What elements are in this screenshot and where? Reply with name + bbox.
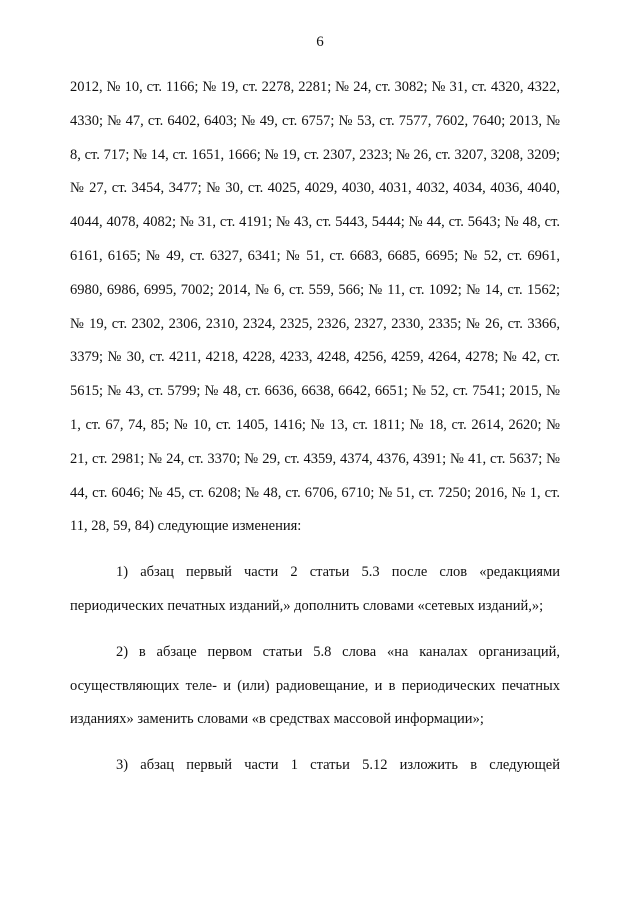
paragraph-citations: 2012, № 10, ст. 1166; № 19, ст. 2278, 2281; № 24, ст. 3082; № 31, ст. 4320, 4322, 4330; № 47, ст. 6402, 6403; № 49, ст. 6757; № 53, ст. 7577, 7602, 7640; 2013, № 8, ст. 717; № 14, ст. 1651, 1666; № 19, ст. 2307, 2323; № 26, ст. 3207, 3208, 3209; № 27, ст. 3454, 3477; № 30, ст. 4025, 4029, 4030, 4031, 4032, 4034, 4036, 4040, 4044, 4078, 4082; № 31, ст. 4191; № 43, ст. 5443, 5444; № 44, ст. 5643; № 48, ст. 6161, 6165; № 49, ст. 6327, 6341; № 51, ст. 6683, 6685, 6695; № 52, ст. 6961, 6980, 6986, 6995, 7002; 2014, № 6, ст. 559, 566; № 11, ст. 1092; № 14, ст. 1562; № 19, ст. 2302, 2306, 2310, 2324, 2325, 2326, 2327, 2330, 2335; № 26, ст. 3366, 3379; № 30, ст. 4211, 4218, 4228, 4233, 4248, 4256, 4259, 4264, 4278; № 42, ст. 5615; № 43, ст. 5799; № 48, ст. 6636, 6638, 6642, 6651; № 52, ст. 7541; 2015, № 1, ст. 67, 74, 85; № 10, ст. 1405, 1416; № 13, ст. 1811; № 18, ст. 2614, 2620; № 21, ст. 2981; № 24, ст. 3370; № 29, ст. 4359, 4374, 4376, 4391; № 41, ст. 5637; № 44, ст. 6046; № 45, ст. 6208; № 48, ст. 6706, 6710; № 51, ст. 7250; 2016, № 1, ст. 11, 28, 59, 84) следующие изменения:	[70, 79, 560, 535]
document-body	[70, 71, 560, 783]
paragraph-item-3: 3) абзац первый части 1 статьи 5.12 изложить в следующей	[116, 757, 560, 774]
paragraph-item-2: 2) в абзаце первом статьи 5.8 слова «на каналах организаций, осуществляющих теле- и (или) радиовещание, и в периодических печатных изданиях» заменить словами «в средствах массовой информации»;	[70, 643, 560, 728]
paragraph-item-1: 1) абзац первый части 2 статьи 5.3 после слов «редакциями периодических печатных изданий,» дополнить словами «сетевых изданий,»;	[70, 564, 560, 614]
page-number: 6	[316, 34, 324, 50]
